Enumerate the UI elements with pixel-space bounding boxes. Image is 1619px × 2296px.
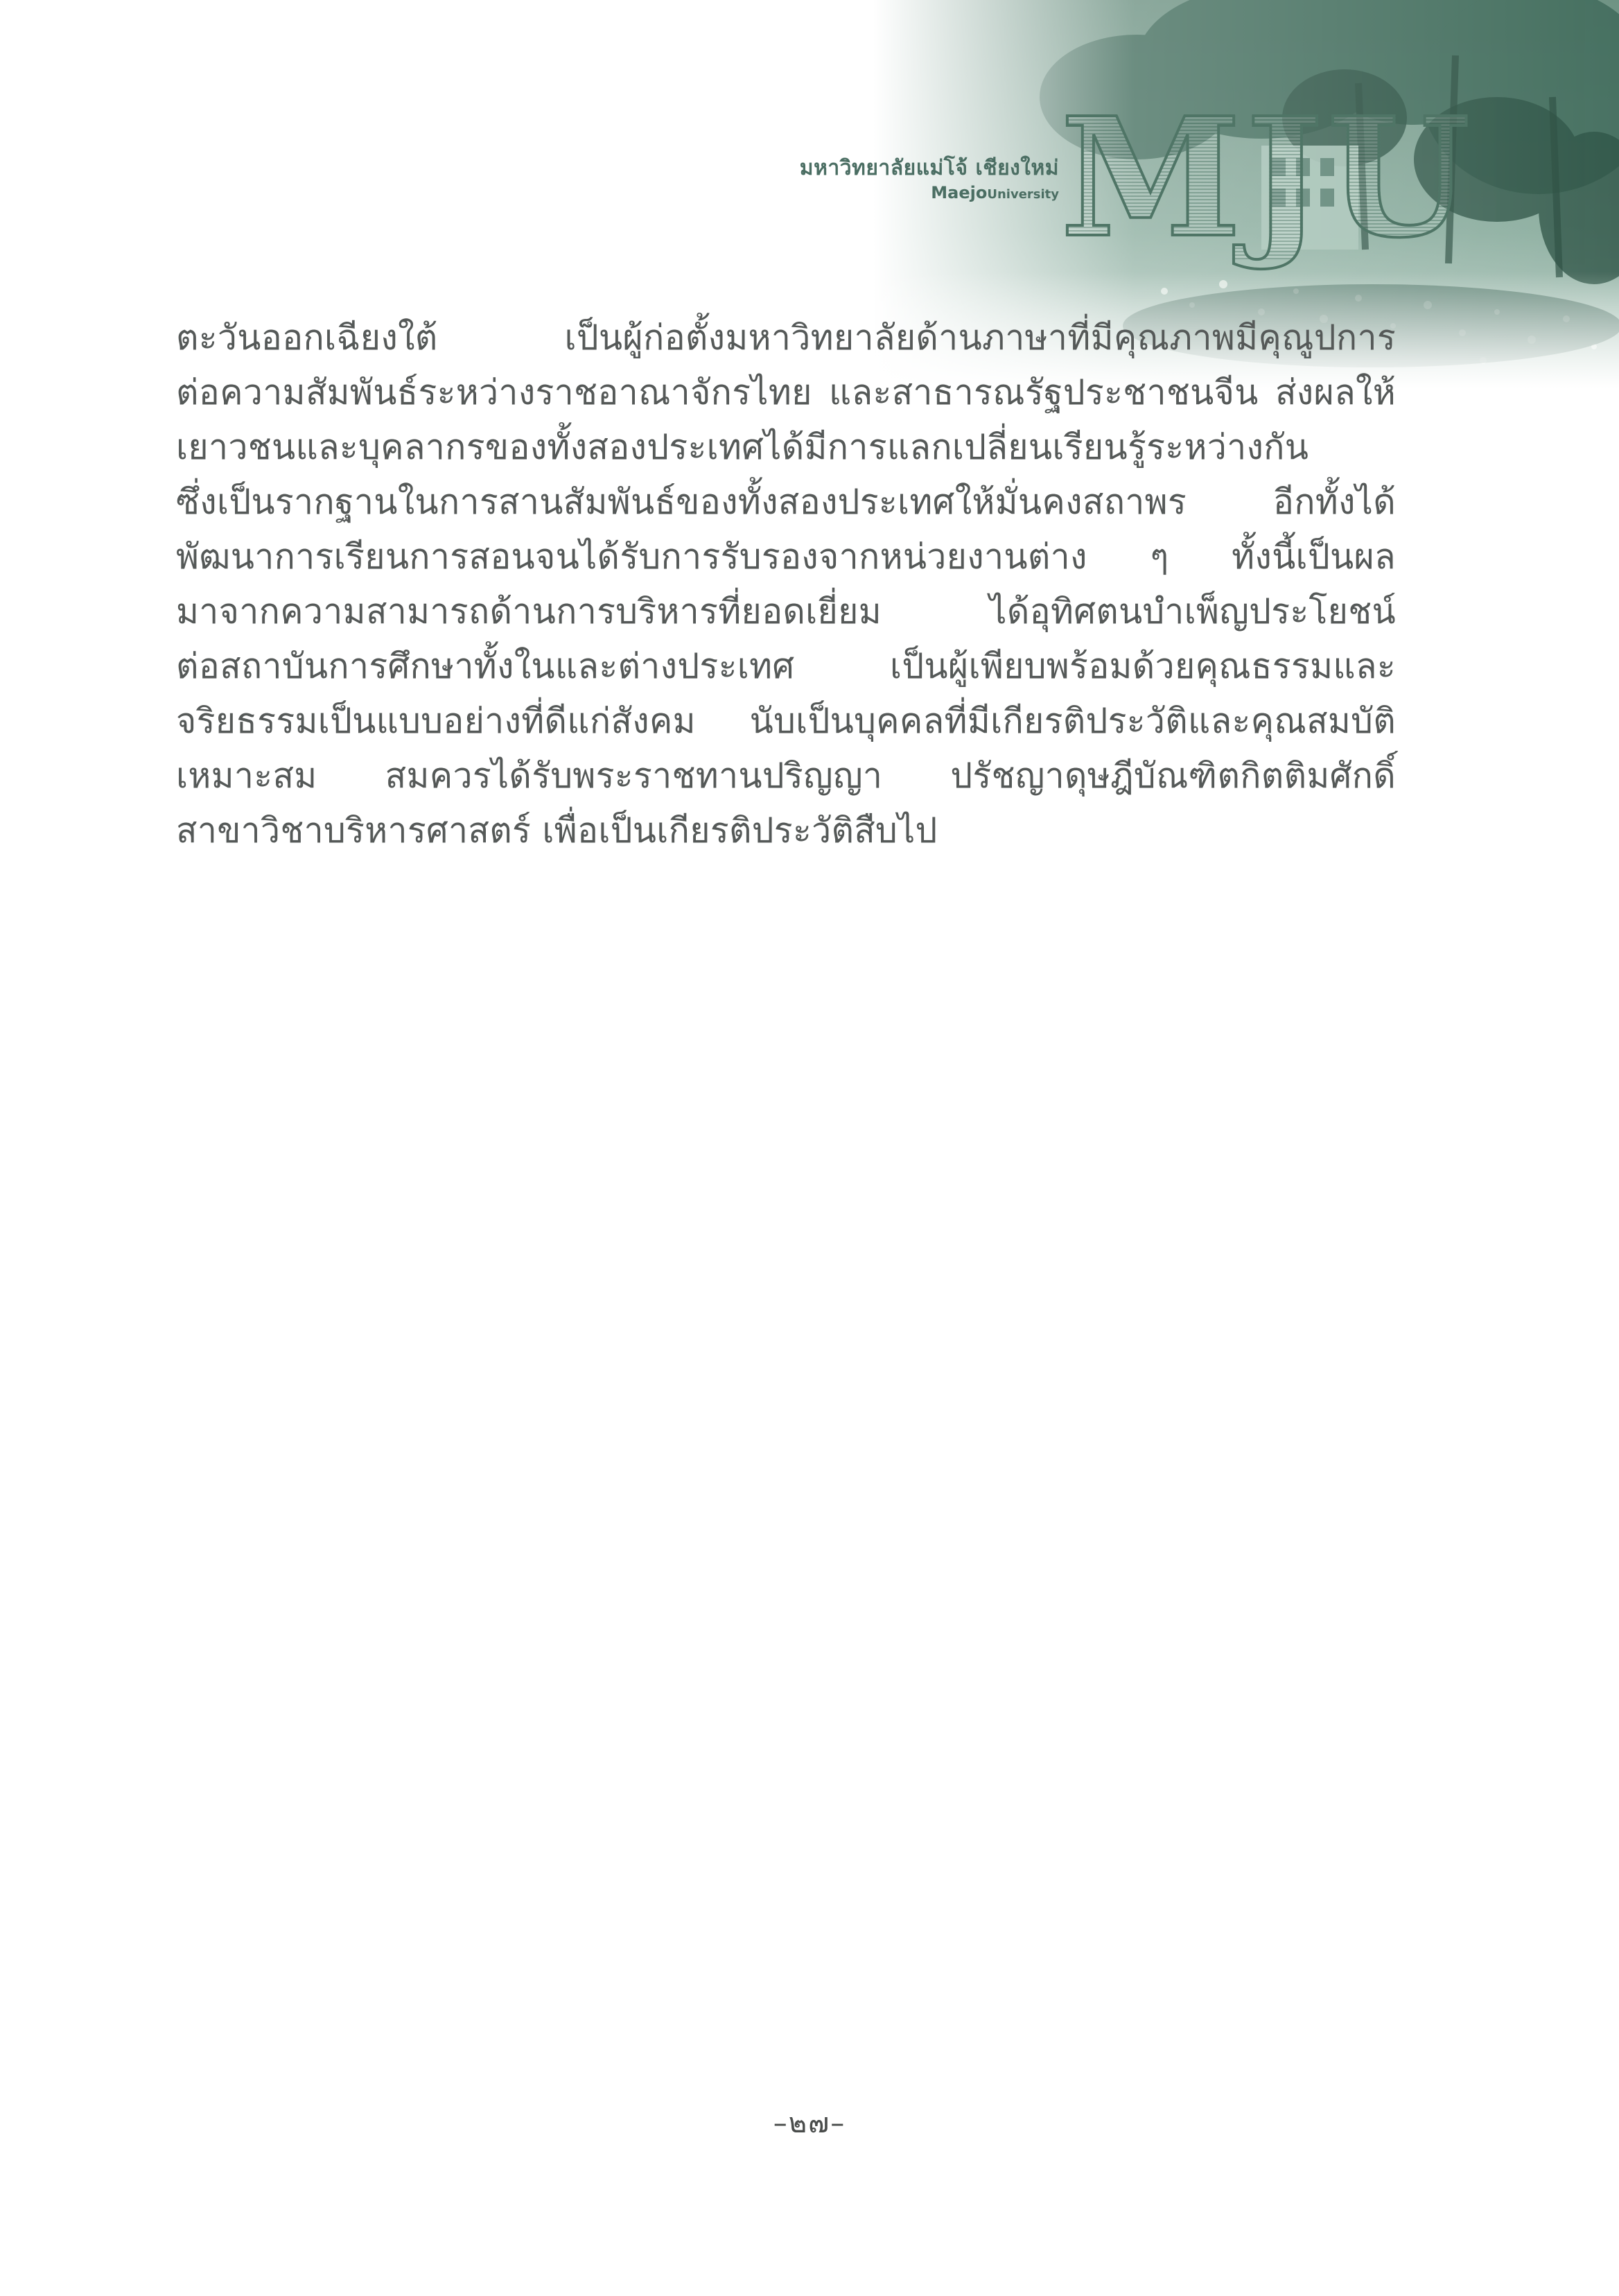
paragraph-line: เยาวชนและบุคลากรของทั้งสองประเทศได้มีการแลกเปลี่ยนเรียนรู้ระหว่างกัน [176,427,1309,467]
university-name-thai: มหาวิทยาลัยแม่โจ้ เชียงใหม่ [799,156,1059,180]
page-number: –๒๗– [773,2107,846,2139]
paragraph-line: จริยธรรมเป็นแบบอย่างที่ดีแก่สังคม นับเป็นบุคคลที่มีเกียรติประวัติและคุณสมบัติ [176,701,1396,741]
university-name-block [800,157,1059,202]
body-paragraph [176,311,1396,858]
mju-logo: MJU [1060,81,1474,274]
paragraph-line: สาขาวิชาบริหารศาสตร์ เพื่อเป็นเกียรติประวัติสืบไป [176,810,938,851]
paragraph-line: เหมาะสม สมควรได้รับพระราชทานปริญญา ปรัชญาดุษฎีบัณฑิตกิตติมศักดิ์ [176,756,1396,796]
university-name-english: MaejoUniversity [931,182,1059,202]
paragraph-line: ซึ่งเป็นรากฐานในการสานสัมพันธ์ของทั้งสองประเทศให้มั่นคงสถาพร อีกทั้งได้ [176,482,1396,522]
paragraph-line: ต่อความสัมพันธ์ระหว่างราชอาณาจักรไทย และสาธารณรัฐประชาชนจีน ส่งผลให้ [176,372,1396,412]
paragraph-line: มาจากความสามารถด้านการบริหารที่ยอดเยี่ยม ได้อุทิศตนบำเพ็ญประโยชน์ [176,591,1396,632]
paragraph-line: ตะวันออกเฉียงใต้ เป็นผู้ก่อตั้งมหาวิทยาลัยด้านภาษาที่มีคุณภาพมีคุณูปการ [176,318,1396,358]
paragraph-line: ต่อสถาบันการศึกษาทั้งในและต่างประเทศ เป็นผู้เพียบพร้อมด้วยคุณธรรมและ [176,646,1396,686]
paragraph-line: พัฒนาการเรียนการสอนจนได้รับการรับรองจากหน่วยงานต่าง ๆ ทั้งนี้เป็นผล [176,537,1396,577]
